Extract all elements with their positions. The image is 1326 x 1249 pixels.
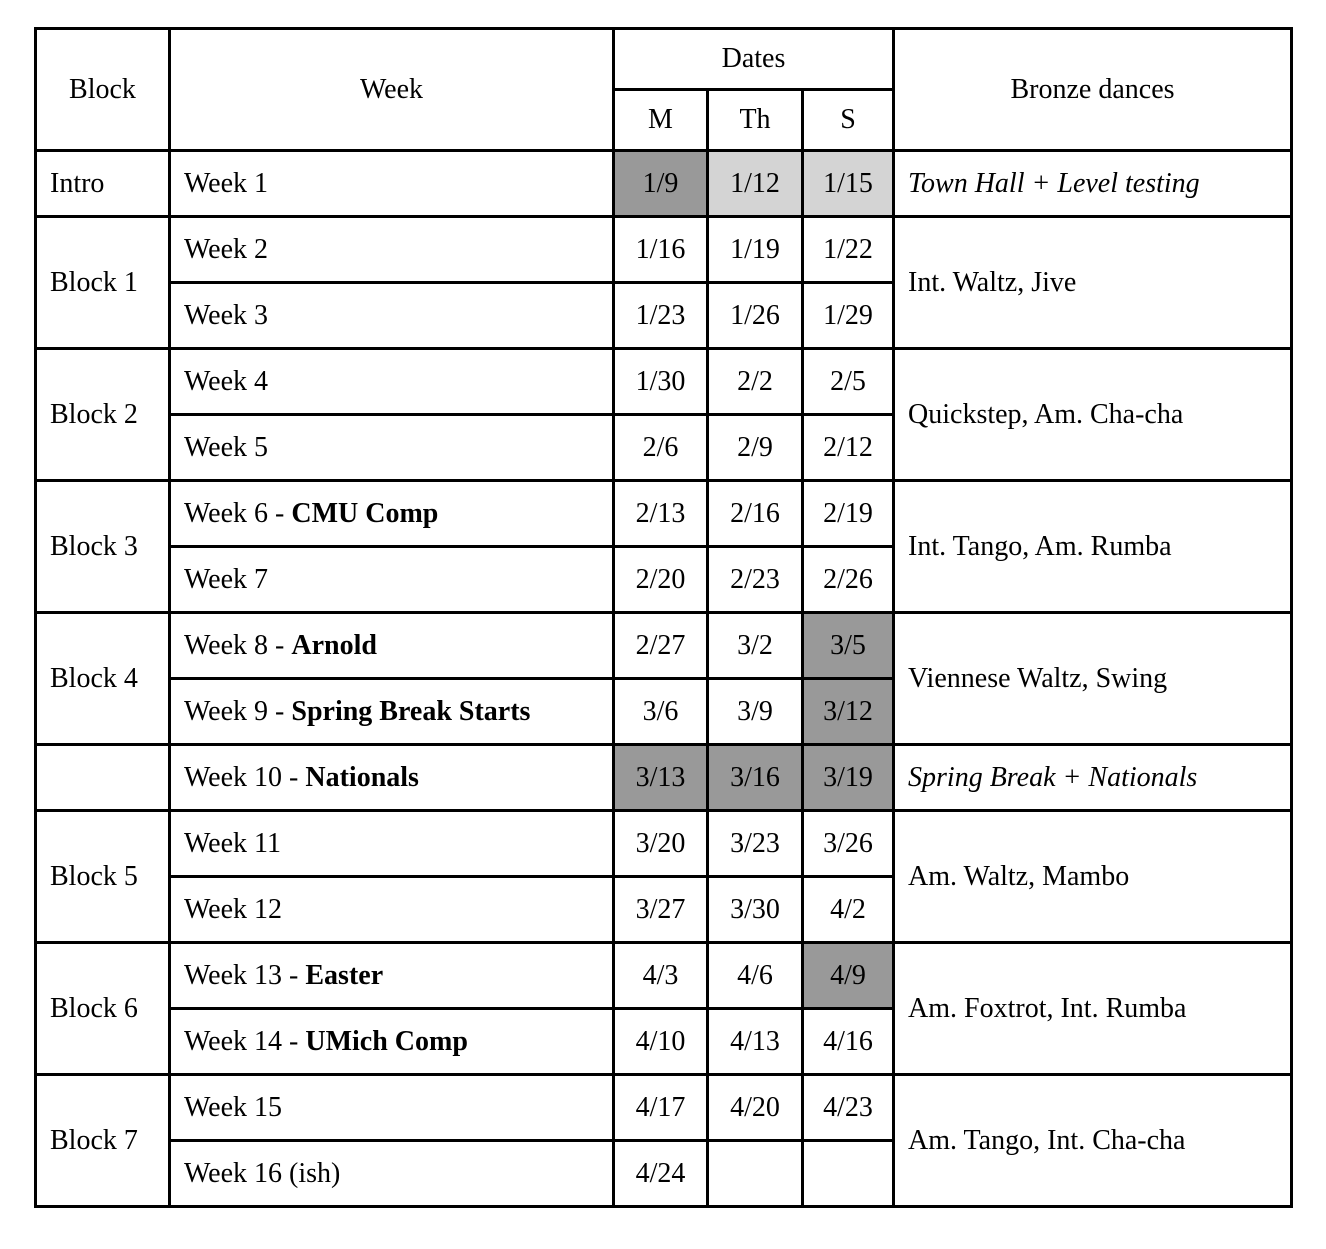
week-label: Week 4: [184, 365, 269, 397]
week-cell: [170, 547, 614, 613]
date-thu: 4/20: [708, 1075, 803, 1141]
week-event: Nationals: [305, 761, 419, 793]
week-cell: [170, 1009, 614, 1075]
date-thu: 3/30: [708, 877, 803, 943]
table-row: [36, 481, 1292, 547]
block-cell: Block 2: [36, 349, 170, 481]
week-label: Week 11: [184, 827, 282, 859]
header-monday: M: [614, 90, 708, 151]
table-row: [36, 217, 1292, 283]
dances-cell: Spring Break + Nationals: [894, 745, 1292, 811]
date-sat: 1/22: [803, 217, 894, 283]
date-sat: [803, 1141, 894, 1207]
week-event: CMU Comp: [291, 497, 439, 529]
date-mon: 3/27: [614, 877, 708, 943]
date-thu: 3/16: [708, 745, 803, 811]
block-cell: Block 7: [36, 1075, 170, 1207]
date-sat: 2/19: [803, 481, 894, 547]
week-event: UMich Comp: [305, 1025, 468, 1057]
table-row: [36, 613, 1292, 679]
header-block: Block: [36, 29, 170, 151]
date-mon: 4/3: [614, 943, 708, 1009]
week-cell: [170, 481, 614, 547]
week-cell: [170, 1075, 614, 1141]
date-thu: 4/6: [708, 943, 803, 1009]
block-cell: Block 4: [36, 613, 170, 745]
block-cell: Intro: [36, 151, 170, 217]
week-cell: [170, 745, 614, 811]
week-cell: [170, 217, 614, 283]
dances-cell: Int. Tango, Am. Rumba: [894, 481, 1292, 613]
week-label: Week 8 -: [184, 629, 292, 661]
date-mon: 2/13: [614, 481, 708, 547]
dances-cell: Int. Waltz, Jive: [894, 217, 1292, 349]
date-thu: 2/9: [708, 415, 803, 481]
date-mon: 3/20: [614, 811, 708, 877]
table-row: [36, 745, 1292, 811]
table-row: [36, 151, 1292, 217]
date-thu: 2/16: [708, 481, 803, 547]
date-thu: 3/9: [708, 679, 803, 745]
date-mon: 4/24: [614, 1141, 708, 1207]
date-thu: 2/2: [708, 349, 803, 415]
date-sat: 3/12: [803, 679, 894, 745]
header-saturday: S: [803, 90, 894, 151]
date-sat: 4/16: [803, 1009, 894, 1075]
dances-cell: Am. Waltz, Mambo: [894, 811, 1292, 943]
header-row: [36, 29, 1292, 90]
date-sat: 2/12: [803, 415, 894, 481]
week-label: Week 7: [184, 563, 269, 595]
week-cell: [170, 349, 614, 415]
date-sat: 4/23: [803, 1075, 894, 1141]
dances-cell: Quickstep, Am. Cha-cha: [894, 349, 1292, 481]
date-sat: 4/2: [803, 877, 894, 943]
date-mon: 2/27: [614, 613, 708, 679]
header-thursday: Th: [708, 90, 803, 151]
week-label: Week 6 -: [184, 497, 292, 529]
week-cell: [170, 811, 614, 877]
week-label: Week 3: [184, 299, 269, 331]
header-week: Week: [170, 29, 614, 151]
week-cell: [170, 415, 614, 481]
week-cell: [170, 877, 614, 943]
week-label: Week 10 -: [184, 761, 306, 793]
week-cell: [170, 613, 614, 679]
week-event: Arnold: [291, 629, 377, 661]
date-thu: 1/12: [708, 151, 803, 217]
table-row: [36, 943, 1292, 1009]
block-cell: [36, 745, 170, 811]
date-sat: 1/29: [803, 283, 894, 349]
week-label: Week 2: [184, 233, 269, 265]
date-mon: 1/16: [614, 217, 708, 283]
table-row: [36, 811, 1292, 877]
week-cell: [170, 943, 614, 1009]
dances-cell: Town Hall + Level testing: [894, 151, 1292, 217]
date-mon: 4/17: [614, 1075, 708, 1141]
date-thu: 4/13: [708, 1009, 803, 1075]
block-cell: Block 3: [36, 481, 170, 613]
week-event: Spring Break Starts: [291, 695, 531, 727]
date-thu: 1/26: [708, 283, 803, 349]
date-mon: 3/13: [614, 745, 708, 811]
schedule-table: [34, 27, 1293, 1208]
block-cell: Block 6: [36, 943, 170, 1075]
dances-cell: Viennese Waltz, Swing: [894, 613, 1292, 745]
table-row: [36, 349, 1292, 415]
week-label: Week 14 -: [184, 1025, 306, 1057]
date-thu: 2/23: [708, 547, 803, 613]
date-mon: 1/23: [614, 283, 708, 349]
block-cell: Block 5: [36, 811, 170, 943]
date-sat: 4/9: [803, 943, 894, 1009]
date-mon: 2/20: [614, 547, 708, 613]
week-label: Week 9 -: [184, 695, 292, 727]
week-cell: [170, 151, 614, 217]
week-cell: [170, 283, 614, 349]
date-mon: 2/6: [614, 415, 708, 481]
dances-cell: Am. Foxtrot, Int. Rumba: [894, 943, 1292, 1075]
date-thu: 1/19: [708, 217, 803, 283]
date-sat: 3/5: [803, 613, 894, 679]
date-thu: 3/23: [708, 811, 803, 877]
header-dates: Dates: [614, 29, 894, 90]
date-sat: 2/5: [803, 349, 894, 415]
week-label: Week 5: [184, 431, 269, 463]
date-thu: [708, 1141, 803, 1207]
table-row: [36, 1075, 1292, 1141]
date-mon: 3/6: [614, 679, 708, 745]
date-mon: 4/10: [614, 1009, 708, 1075]
date-sat: 2/26: [803, 547, 894, 613]
week-label: Week 13 -: [184, 959, 306, 991]
week-label: Week 12: [184, 893, 283, 925]
header-bronze-dances: Bronze dances: [894, 29, 1292, 151]
week-label: Week 16 (ish): [184, 1157, 341, 1189]
week-cell: [170, 1141, 614, 1207]
week-event: Easter: [305, 959, 384, 991]
date-mon: 1/30: [614, 349, 708, 415]
date-mon: 1/9: [614, 151, 708, 217]
date-thu: 3/2: [708, 613, 803, 679]
date-sat: 3/19: [803, 745, 894, 811]
block-cell: Block 1: [36, 217, 170, 349]
week-label: Week 15: [184, 1091, 283, 1123]
date-sat: 1/15: [803, 151, 894, 217]
week-cell: [170, 679, 614, 745]
date-sat: 3/26: [803, 811, 894, 877]
week-label: Week 1: [184, 167, 269, 199]
dances-cell: Am. Tango, Int. Cha-cha: [894, 1075, 1292, 1207]
